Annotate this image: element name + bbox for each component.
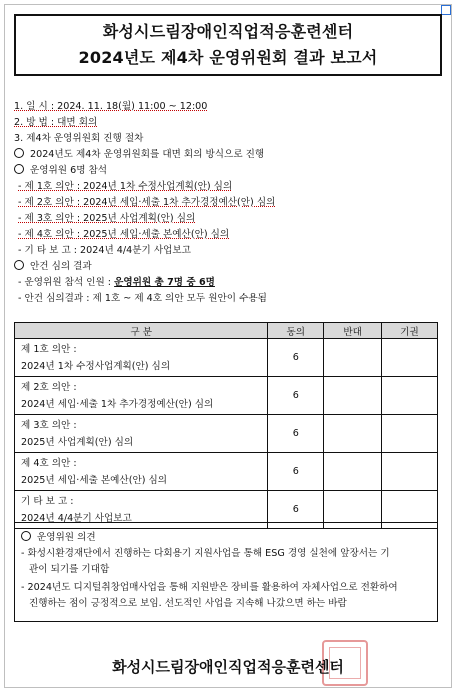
item-proceeding: 2024년도 제4차 운영위원회를 대면 회의 방식으로 진행 <box>14 148 264 162</box>
oppose-count <box>324 377 382 415</box>
abstain-count <box>382 339 438 377</box>
item-results: 안건 심의 결과 <box>14 260 92 274</box>
table-header-row <box>15 323 438 339</box>
agree-count: 6 <box>268 453 324 491</box>
agree-count: 6 <box>268 415 324 453</box>
table-row <box>15 415 438 453</box>
footer-org-name: 화성시드림장애인직업적응훈련센터 <box>112 658 344 676</box>
table-row <box>15 377 438 415</box>
bullet-circle <box>14 260 24 270</box>
oppose-count <box>324 415 382 453</box>
agenda-other: - 기 타 보 고 : 2024년 4/4분기 사업보고 <box>18 245 191 256</box>
oppose-count <box>324 339 382 377</box>
header-abstain: 기권 <box>382 323 438 339</box>
title-line-1: 화성시드림장애인직업적응훈련센터 <box>102 22 354 41</box>
item-datetime: 1. 일 시 : 2024. 11. 18(월) 11:00 ~ 12:00 <box>14 101 208 112</box>
oppose-count <box>324 453 382 491</box>
header-oppose: 반대 <box>324 323 382 339</box>
header-agree: 동의 <box>268 323 324 339</box>
bullet-circle <box>14 148 24 158</box>
item-procedure: 3. 제4차 운영위원회 진행 절차 <box>14 133 144 144</box>
row-label: 제 3호 의안 : 2025년 사업계획(안) 심의 <box>15 415 268 453</box>
agree-count: 6 <box>268 491 324 529</box>
agree-count: 6 <box>268 377 324 415</box>
vote-table <box>14 322 438 529</box>
item-method: 2. 방 법 : 대면 회의 <box>14 117 98 128</box>
row-label: 제 1호 의안 : 2024년 1차 수정사업계획(안) 심의 <box>15 339 268 377</box>
row-label: 기 타 보 고 : 2024년 4/4분기 사업보고 <box>15 491 268 529</box>
agenda-1: - 제 1호 의안 : 2024년 1차 수정사업계획(안) 심의 <box>18 181 233 192</box>
title-line-2: 2024년도 제4차 운영위원회 결과 보고서 <box>78 48 378 67</box>
bullet-circle <box>14 164 24 174</box>
opinion-box <box>14 522 438 622</box>
bullet-circle <box>21 531 31 541</box>
abstain-count <box>382 377 438 415</box>
opinion-heading: 운영위원 의견 <box>21 531 96 545</box>
row-label: 제 4호 의안 : 2025년 세입·세출 본예산(안) 심의 <box>15 453 268 491</box>
title-box <box>14 14 442 76</box>
agenda-3: - 제 3호 의안 : 2025년 사업계획(안) 심의 <box>18 213 196 224</box>
agenda-4: - 제 4호 의안 : 2025년 세입·세출 본예산(안) 심의 <box>18 229 230 240</box>
abstain-count <box>382 453 438 491</box>
header-category: 구 분 <box>15 323 268 339</box>
opinion-line: - 2024년도 디지털취창업매사업을 통해 지원받은 장비를 활용하여 자체사업으로 전환하여 <box>21 582 398 593</box>
item-attendance: 운영위원 6명 참석 <box>14 164 107 178</box>
agree-count: 6 <box>268 339 324 377</box>
opinion-line: - 화성시환경재단에서 진행하는 다회용기 지원사업을 통해 ESG 경영 실천에 앞장서는 기 <box>21 548 390 559</box>
resize-handle[interactable] <box>441 5 451 15</box>
agenda-2: - 제 2호 의안 : 2024년 세입·세출 1차 추가경정예산(안) 심의 <box>18 197 276 208</box>
table-row <box>15 453 438 491</box>
opinion-line: 진행하는 점이 긍정적으로 보임. 선도적인 사업을 지속해 나갔으면 하는 바람 <box>29 598 347 609</box>
abstain-count <box>382 415 438 453</box>
row-label: 제 2호 의안 : 2024년 세입·세출 1차 추가경정예산(안) 심의 <box>15 377 268 415</box>
attendee-count: - 운영위원 참석 인원 : 운영위원 총 7명 중 6명 <box>18 277 215 288</box>
review-result: - 안건 심의결과 : 제 1호 ~ 제 4호 의안 모두 원안이 수용됨 <box>18 293 267 304</box>
table-row <box>15 339 438 377</box>
opinion-line: 관이 되기를 기대함 <box>29 564 110 575</box>
